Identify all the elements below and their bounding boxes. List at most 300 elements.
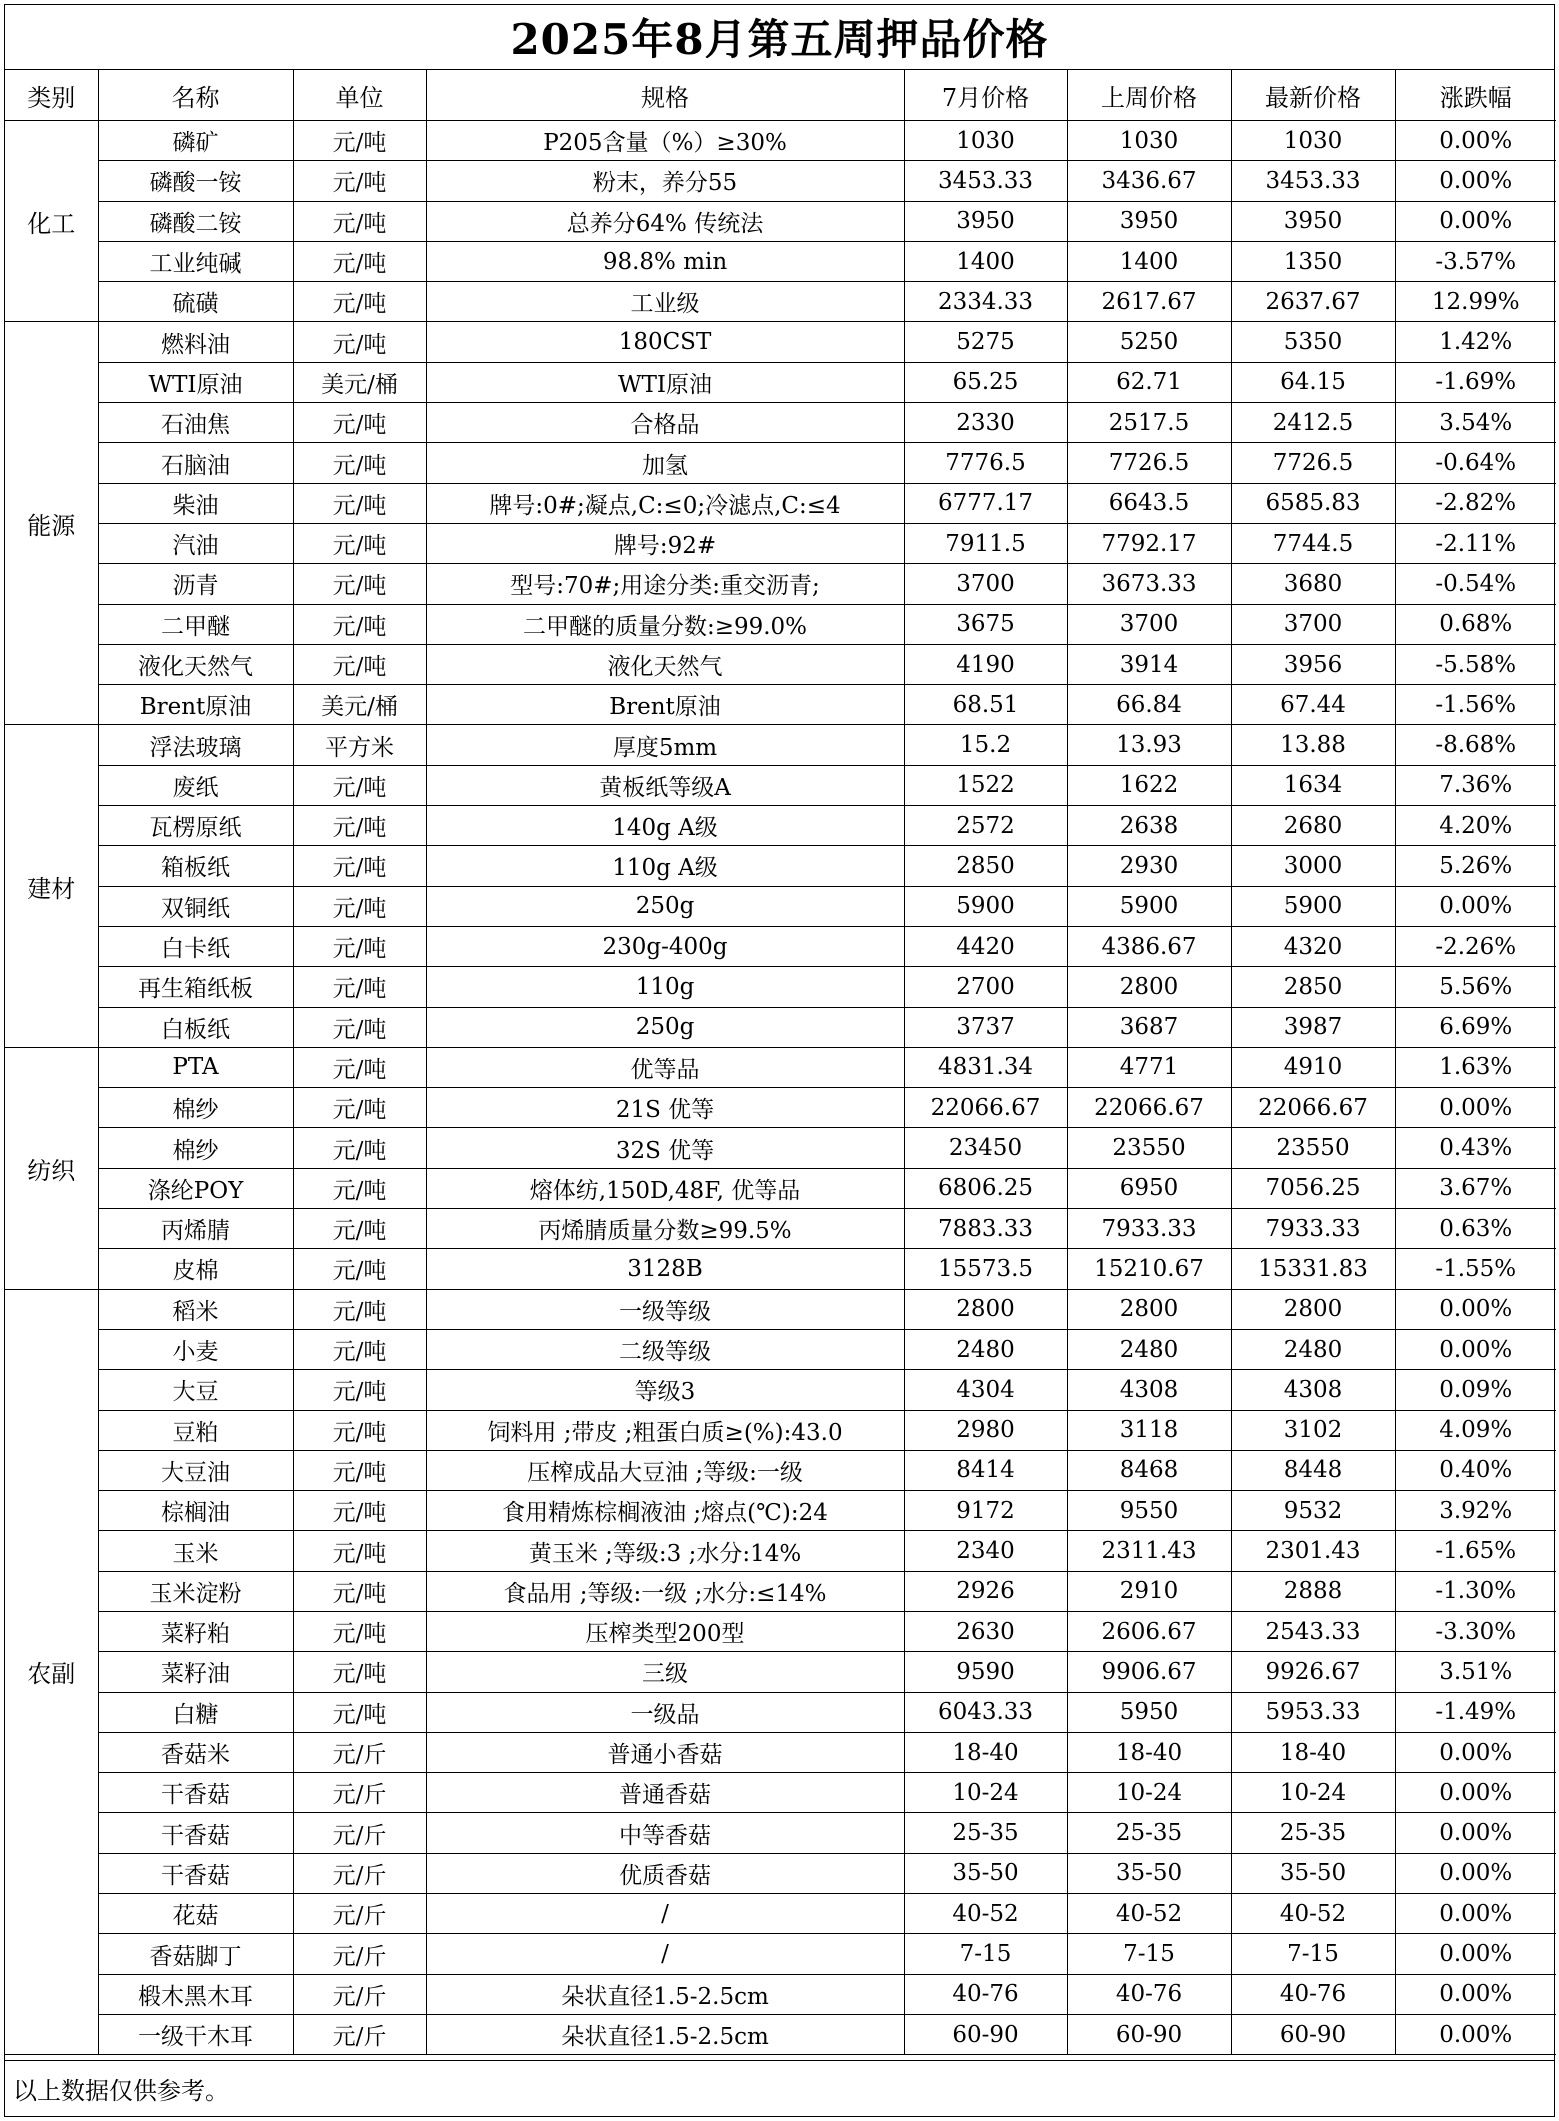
latest-price-cell: 2301.43	[1231, 1531, 1395, 1571]
name-cell: 磷酸一铵	[98, 161, 293, 201]
last-week-price-cell: 3436.67	[1067, 161, 1231, 201]
latest-price-cell: 3700	[1231, 604, 1395, 644]
category-cell: 能源	[5, 322, 98, 725]
table-row	[5, 1088, 1556, 1128]
july-price-cell: 22066.67	[904, 1088, 1067, 1128]
name-cell: PTA	[98, 1047, 293, 1087]
spec-cell: 一级等级	[426, 1289, 904, 1329]
change-cell: 4.09%	[1395, 1410, 1556, 1450]
last-week-price-cell: 2617.67	[1067, 282, 1231, 322]
latest-price-cell: 15331.83	[1231, 1249, 1395, 1289]
table-row	[5, 644, 1556, 684]
last-week-price-cell: 23550	[1067, 1128, 1231, 1168]
unit-cell: 元/吨	[293, 1370, 426, 1410]
july-price-cell: 5275	[904, 322, 1067, 362]
last-week-price-cell: 4308	[1067, 1370, 1231, 1410]
table-row	[5, 161, 1556, 201]
latest-price-cell: 5900	[1231, 886, 1395, 926]
latest-price-cell: 3102	[1231, 1410, 1395, 1450]
name-cell: 燃料油	[98, 322, 293, 362]
name-cell: 椴木黑木耳	[98, 1974, 293, 2014]
name-cell: 二甲醚	[98, 604, 293, 644]
table-row	[5, 725, 1556, 765]
name-cell: 菜籽粕	[98, 1611, 293, 1651]
header-july-price: 7月价格	[904, 70, 1067, 121]
name-cell: 棉纱	[98, 1128, 293, 1168]
july-price-cell: 35-50	[904, 1853, 1067, 1893]
table-row	[5, 1329, 1556, 1369]
july-price-cell: 6806.25	[904, 1168, 1067, 1208]
july-price-cell: 10-24	[904, 1773, 1067, 1813]
last-week-price-cell: 2480	[1067, 1329, 1231, 1369]
header-row	[5, 70, 1556, 121]
change-cell: 0.00%	[1395, 2014, 1556, 2054]
change-cell: 1.42%	[1395, 322, 1556, 362]
latest-price-cell: 9926.67	[1231, 1652, 1395, 1692]
change-cell: 3.92%	[1395, 1491, 1556, 1531]
name-cell: 石脑油	[98, 443, 293, 483]
name-cell: 石油焦	[98, 403, 293, 443]
spec-cell: 一级品	[426, 1692, 904, 1732]
spec-cell: 110g	[426, 967, 904, 1007]
spec-cell: 等级3	[426, 1370, 904, 1410]
july-price-cell: 2572	[904, 806, 1067, 846]
name-cell: 豆粕	[98, 1410, 293, 1450]
change-cell: -8.68%	[1395, 725, 1556, 765]
last-week-price-cell: 9550	[1067, 1491, 1231, 1531]
spec-cell: 加氢	[426, 443, 904, 483]
spec-cell: /	[426, 1894, 904, 1934]
spec-cell: 3128B	[426, 1249, 904, 1289]
last-week-price-cell: 5900	[1067, 886, 1231, 926]
table-row	[5, 1692, 1556, 1732]
change-cell: 0.00%	[1395, 201, 1556, 241]
table-row	[5, 241, 1556, 281]
latest-price-cell: 3000	[1231, 846, 1395, 886]
change-cell: 1.63%	[1395, 1047, 1556, 1087]
change-cell: -5.58%	[1395, 644, 1556, 684]
latest-price-cell: 67.44	[1231, 685, 1395, 725]
name-cell: 花菇	[98, 1894, 293, 1934]
july-price-cell: 5900	[904, 886, 1067, 926]
name-cell: 磷矿	[98, 121, 293, 161]
name-cell: 柴油	[98, 483, 293, 523]
unit-cell: 元/吨	[293, 282, 426, 322]
name-cell: 玉米	[98, 1531, 293, 1571]
last-week-price-cell: 3118	[1067, 1410, 1231, 1450]
spec-cell: 牌号:0#;凝点,C:≤0;冷滤点,C:≤4	[426, 483, 904, 523]
unit-cell: 元/吨	[293, 1007, 426, 1047]
change-cell: 0.00%	[1395, 1813, 1556, 1853]
july-price-cell: 7-15	[904, 1934, 1067, 1974]
name-cell: 白板纸	[98, 1007, 293, 1047]
spec-cell: 三级	[426, 1652, 904, 1692]
unit-cell: 元/吨	[293, 926, 426, 966]
july-price-cell: 2800	[904, 1289, 1067, 1329]
name-cell: 再生箱纸板	[98, 967, 293, 1007]
name-cell: 涤纶POY	[98, 1168, 293, 1208]
last-week-price-cell: 2517.5	[1067, 403, 1231, 443]
unit-cell: 元/吨	[293, 403, 426, 443]
spec-cell: 压榨成品大豆油 ;等级:一级	[426, 1450, 904, 1490]
unit-cell: 元/斤	[293, 2014, 426, 2054]
name-cell: 棉纱	[98, 1088, 293, 1128]
category-cell: 建材	[5, 725, 98, 1047]
name-cell: 浮法玻璃	[98, 725, 293, 765]
last-week-price-cell: 7933.33	[1067, 1209, 1231, 1249]
unit-cell: 元/吨	[293, 322, 426, 362]
table-row	[5, 685, 1556, 725]
july-price-cell: 2480	[904, 1329, 1067, 1369]
last-week-price-cell: 3950	[1067, 201, 1231, 241]
unit-cell: 元/斤	[293, 1813, 426, 1853]
unit-cell: 元/斤	[293, 1773, 426, 1813]
unit-cell: 元/吨	[293, 201, 426, 241]
change-cell: 0.40%	[1395, 1450, 1556, 1490]
latest-price-cell: 1634	[1231, 765, 1395, 805]
spec-cell: 合格品	[426, 403, 904, 443]
july-price-cell: 3950	[904, 201, 1067, 241]
spec-cell: 黄板纸等级A	[426, 765, 904, 805]
table-row	[5, 1813, 1556, 1853]
july-price-cell: 40-76	[904, 1974, 1067, 2014]
july-price-cell: 9590	[904, 1652, 1067, 1692]
table-row	[5, 1894, 1556, 1934]
july-price-cell: 6043.33	[904, 1692, 1067, 1732]
last-week-price-cell: 2311.43	[1067, 1531, 1231, 1571]
table-row	[5, 886, 1556, 926]
latest-price-cell: 2680	[1231, 806, 1395, 846]
table-row	[5, 1128, 1556, 1168]
unit-cell: 元/吨	[293, 1692, 426, 1732]
last-week-price-cell: 5950	[1067, 1692, 1231, 1732]
latest-price-cell: 25-35	[1231, 1813, 1395, 1853]
last-week-price-cell: 2910	[1067, 1571, 1231, 1611]
spec-cell: 110g A级	[426, 846, 904, 886]
change-cell: 0.09%	[1395, 1370, 1556, 1410]
name-cell: 硫磺	[98, 282, 293, 322]
unit-cell: 元/斤	[293, 1974, 426, 2014]
latest-price-cell: 2800	[1231, 1289, 1395, 1329]
name-cell: 玉米淀粉	[98, 1571, 293, 1611]
name-cell: 大豆油	[98, 1450, 293, 1490]
july-price-cell: 3675	[904, 604, 1067, 644]
last-week-price-cell: 2638	[1067, 806, 1231, 846]
spec-cell: 朵状直径1.5-2.5cm	[426, 1974, 904, 2014]
change-cell: 0.00%	[1395, 1773, 1556, 1813]
latest-price-cell: 1350	[1231, 241, 1395, 281]
price-table	[5, 70, 1556, 2055]
july-price-cell: 15.2	[904, 725, 1067, 765]
name-cell: 香菇米	[98, 1732, 293, 1772]
name-cell: WTI原油	[98, 362, 293, 402]
table-row	[5, 1410, 1556, 1450]
name-cell: 磷酸二铵	[98, 201, 293, 241]
name-cell: 香菇脚丁	[98, 1934, 293, 1974]
unit-cell: 元/吨	[293, 121, 426, 161]
unit-cell: 元/吨	[293, 644, 426, 684]
table-row	[5, 1773, 1556, 1813]
unit-cell: 元/吨	[293, 1611, 426, 1651]
name-cell: 一级干木耳	[98, 2014, 293, 2054]
change-cell: 0.00%	[1395, 161, 1556, 201]
spec-cell: 二甲醚的质量分数:≥99.0%	[426, 604, 904, 644]
change-cell: 0.43%	[1395, 1128, 1556, 1168]
latest-price-cell: 2850	[1231, 967, 1395, 1007]
table-row	[5, 1611, 1556, 1651]
unit-cell: 元/吨	[293, 1088, 426, 1128]
change-cell: 3.67%	[1395, 1168, 1556, 1208]
latest-price-cell: 1030	[1231, 121, 1395, 161]
unit-cell: 元/吨	[293, 1128, 426, 1168]
july-price-cell: 18-40	[904, 1732, 1067, 1772]
last-week-price-cell: 60-90	[1067, 2014, 1231, 2054]
latest-price-cell: 18-40	[1231, 1732, 1395, 1772]
last-week-price-cell: 1030	[1067, 121, 1231, 161]
change-cell: 0.00%	[1395, 1289, 1556, 1329]
change-cell: -1.65%	[1395, 1531, 1556, 1571]
spec-cell: 98.8% min	[426, 241, 904, 281]
latest-price-cell: 6585.83	[1231, 483, 1395, 523]
spec-cell: 型号:70#;用途分类:重交沥青;	[426, 564, 904, 604]
spec-cell: 朵状直径1.5-2.5cm	[426, 2014, 904, 2054]
change-cell: 5.56%	[1395, 967, 1556, 1007]
name-cell: 菜籽油	[98, 1652, 293, 1692]
last-week-price-cell: 4771	[1067, 1047, 1231, 1087]
table-row	[5, 1450, 1556, 1490]
change-cell: 5.26%	[1395, 846, 1556, 886]
july-price-cell: 7911.5	[904, 523, 1067, 563]
last-week-price-cell: 22066.67	[1067, 1088, 1231, 1128]
header-change: 涨跌幅	[1395, 70, 1556, 121]
last-week-price-cell: 3700	[1067, 604, 1231, 644]
unit-cell: 元/吨	[293, 483, 426, 523]
header-name: 名称	[98, 70, 293, 121]
table-row	[5, 1531, 1556, 1571]
last-week-price-cell: 40-76	[1067, 1974, 1231, 2014]
july-price-cell: 4831.34	[904, 1047, 1067, 1087]
july-price-cell: 68.51	[904, 685, 1067, 725]
latest-price-cell: 5350	[1231, 322, 1395, 362]
table-row	[5, 765, 1556, 805]
spec-cell: 食品用 ;等级:一级 ;水分:≤14%	[426, 1571, 904, 1611]
category-cell: 纺织	[5, 1047, 98, 1289]
july-price-cell: 4190	[904, 644, 1067, 684]
change-cell: -0.54%	[1395, 564, 1556, 604]
unit-cell: 元/斤	[293, 1894, 426, 1934]
spec-cell: 工业级	[426, 282, 904, 322]
unit-cell: 元/吨	[293, 765, 426, 805]
table-row	[5, 1491, 1556, 1531]
july-price-cell: 7883.33	[904, 1209, 1067, 1249]
change-cell: 0.00%	[1395, 1974, 1556, 2014]
name-cell: 废纸	[98, 765, 293, 805]
name-cell: 小麦	[98, 1329, 293, 1369]
header-category: 类别	[5, 70, 98, 121]
table-row	[5, 1289, 1556, 1329]
name-cell: Brent原油	[98, 685, 293, 725]
last-week-price-cell: 1622	[1067, 765, 1231, 805]
change-cell: -2.82%	[1395, 483, 1556, 523]
name-cell: 双铜纸	[98, 886, 293, 926]
latest-price-cell: 4320	[1231, 926, 1395, 966]
table-row	[5, 1974, 1556, 2014]
latest-price-cell: 40-76	[1231, 1974, 1395, 2014]
change-cell: 0.00%	[1395, 1732, 1556, 1772]
spec-cell: 普通香菇	[426, 1773, 904, 1813]
last-week-price-cell: 3914	[1067, 644, 1231, 684]
spec-cell: 180CST	[426, 322, 904, 362]
change-cell: 0.00%	[1395, 1088, 1556, 1128]
july-price-cell: 65.25	[904, 362, 1067, 402]
price-sheet	[4, 4, 1555, 2117]
july-price-cell: 15573.5	[904, 1249, 1067, 1289]
unit-cell: 元/斤	[293, 1732, 426, 1772]
table-row	[5, 1370, 1556, 1410]
table-row	[5, 1007, 1556, 1047]
category-cell: 农副	[5, 1289, 98, 2055]
spec-cell: 压榨类型200型	[426, 1611, 904, 1651]
latest-price-cell: 3950	[1231, 201, 1395, 241]
last-week-price-cell: 25-35	[1067, 1813, 1231, 1853]
last-week-price-cell: 4386.67	[1067, 926, 1231, 966]
july-price-cell: 2926	[904, 1571, 1067, 1611]
name-cell: 干香菇	[98, 1813, 293, 1853]
table-row	[5, 282, 1556, 322]
name-cell: 大豆	[98, 1370, 293, 1410]
table-row	[5, 1249, 1556, 1289]
last-week-price-cell: 2800	[1067, 1289, 1231, 1329]
name-cell: 白卡纸	[98, 926, 293, 966]
spec-cell: 丙烯腈质量分数≥99.5%	[426, 1209, 904, 1249]
spec-cell: 230g-400g	[426, 926, 904, 966]
last-week-price-cell: 2606.67	[1067, 1611, 1231, 1651]
table-row	[5, 322, 1556, 362]
july-price-cell: 3453.33	[904, 161, 1067, 201]
unit-cell: 元/斤	[293, 1853, 426, 1893]
unit-cell: 元/吨	[293, 967, 426, 1007]
unit-cell: 美元/桶	[293, 685, 426, 725]
latest-price-cell: 2637.67	[1231, 282, 1395, 322]
latest-price-cell: 7056.25	[1231, 1168, 1395, 1208]
spec-cell: 食用精炼棕榈液油 ;熔点(℃):24	[426, 1491, 904, 1531]
latest-price-cell: 40-52	[1231, 1894, 1395, 1934]
table-row	[5, 2014, 1556, 2054]
spec-cell: 140g A级	[426, 806, 904, 846]
unit-cell: 元/吨	[293, 1571, 426, 1611]
spec-cell: WTI原油	[426, 362, 904, 402]
spec-cell: Brent原油	[426, 685, 904, 725]
table-row	[5, 483, 1556, 523]
last-week-price-cell: 35-50	[1067, 1853, 1231, 1893]
change-cell: 0.00%	[1395, 121, 1556, 161]
header-spec: 规格	[426, 70, 904, 121]
july-price-cell: 2630	[904, 1611, 1067, 1651]
latest-price-cell: 2480	[1231, 1329, 1395, 1369]
name-cell: 干香菇	[98, 1853, 293, 1893]
latest-price-cell: 3956	[1231, 644, 1395, 684]
table-row	[5, 443, 1556, 483]
name-cell: 棕榈油	[98, 1491, 293, 1531]
july-price-cell: 8414	[904, 1450, 1067, 1490]
unit-cell: 元/吨	[293, 1531, 426, 1571]
last-week-price-cell: 3687	[1067, 1007, 1231, 1047]
change-cell: -2.11%	[1395, 523, 1556, 563]
latest-price-cell: 3453.33	[1231, 161, 1395, 201]
spec-cell: 250g	[426, 1007, 904, 1047]
change-cell: 0.68%	[1395, 604, 1556, 644]
spec-cell: 牌号:92#	[426, 523, 904, 563]
unit-cell: 元/吨	[293, 443, 426, 483]
july-price-cell: 6777.17	[904, 483, 1067, 523]
unit-cell: 元/吨	[293, 1168, 426, 1208]
change-cell: 3.54%	[1395, 403, 1556, 443]
latest-price-cell: 7-15	[1231, 1934, 1395, 1974]
change-cell: 0.00%	[1395, 1894, 1556, 1934]
change-cell: 0.00%	[1395, 1934, 1556, 1974]
name-cell: 皮棉	[98, 1249, 293, 1289]
change-cell: 4.20%	[1395, 806, 1556, 846]
unit-cell: 元/吨	[293, 1329, 426, 1369]
unit-cell: 元/吨	[293, 1249, 426, 1289]
change-cell: -3.30%	[1395, 1611, 1556, 1651]
latest-price-cell: 23550	[1231, 1128, 1395, 1168]
table-row	[5, 846, 1556, 886]
table-row	[5, 564, 1556, 604]
last-week-price-cell: 7726.5	[1067, 443, 1231, 483]
spec-cell: 饲料用 ;带皮 ;粗蛋白质≥(%):43.0	[426, 1410, 904, 1450]
july-price-cell: 23450	[904, 1128, 1067, 1168]
unit-cell: 元/吨	[293, 846, 426, 886]
last-week-price-cell: 66.84	[1067, 685, 1231, 725]
unit-cell: 元/吨	[293, 241, 426, 281]
change-cell: -1.55%	[1395, 1249, 1556, 1289]
latest-price-cell: 64.15	[1231, 362, 1395, 402]
july-price-cell: 2340	[904, 1531, 1067, 1571]
last-week-price-cell: 6950	[1067, 1168, 1231, 1208]
table-row	[5, 201, 1556, 241]
name-cell: 干香菇	[98, 1773, 293, 1813]
july-price-cell: 2700	[904, 967, 1067, 1007]
spec-cell: 粉末，养分55	[426, 161, 904, 201]
table-row	[5, 1571, 1556, 1611]
last-week-price-cell: 15210.67	[1067, 1249, 1231, 1289]
last-week-price-cell: 18-40	[1067, 1732, 1231, 1772]
latest-price-cell: 7744.5	[1231, 523, 1395, 563]
unit-cell: 元/吨	[293, 1450, 426, 1490]
spec-cell: 二级等级	[426, 1329, 904, 1369]
name-cell: 工业纯碱	[98, 241, 293, 281]
spec-cell: 普通小香菇	[426, 1732, 904, 1772]
latest-price-cell: 8448	[1231, 1450, 1395, 1490]
latest-price-cell: 2543.33	[1231, 1611, 1395, 1651]
name-cell: 丙烯腈	[98, 1209, 293, 1249]
change-cell: -1.30%	[1395, 1571, 1556, 1611]
table-row	[5, 1168, 1556, 1208]
table-row	[5, 806, 1556, 846]
july-price-cell: 7776.5	[904, 443, 1067, 483]
last-week-price-cell: 8468	[1067, 1450, 1231, 1490]
july-price-cell: 1400	[904, 241, 1067, 281]
latest-price-cell: 35-50	[1231, 1853, 1395, 1893]
latest-price-cell: 5953.33	[1231, 1692, 1395, 1732]
unit-cell: 元/吨	[293, 523, 426, 563]
unit-cell: 元/吨	[293, 564, 426, 604]
change-cell: 0.00%	[1395, 1329, 1556, 1369]
spec-cell: 总养分64% 传统法	[426, 201, 904, 241]
spec-cell: 优质香菇	[426, 1853, 904, 1893]
table-row	[5, 362, 1556, 402]
